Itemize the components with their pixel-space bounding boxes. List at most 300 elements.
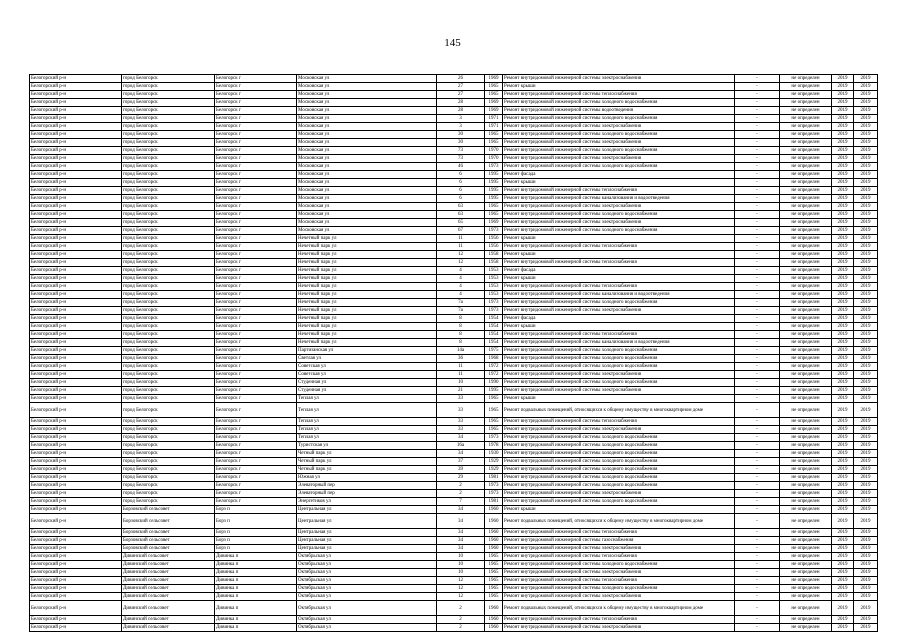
year-built-cell: 1973: [485, 299, 503, 307]
house-number-cell: 14а: [437, 347, 485, 355]
table-row: [30, 219, 878, 227]
house-number-cell: 11: [437, 243, 485, 251]
work-type-cell: Ремонт внутридомовой инженерной системы холодного водоснабжения: [503, 466, 735, 474]
work-type-cell: Ремонт внутридомовой инженерной системы холодного водоснабжения: [503, 363, 735, 371]
locality-cell: Дивинка п: [215, 601, 297, 616]
district-cell: Белогорский р-н: [30, 529, 122, 537]
work-type-cell: Ремонт крыши: [503, 235, 735, 243]
street-cell: Нечетный парк ул: [297, 323, 437, 331]
work-type-cell: Ремонт внутридомовой инженерной системы электроснабжения: [503, 545, 735, 553]
table-row: [30, 91, 878, 99]
status-cell: не определен: [780, 355, 832, 363]
table-row: [30, 211, 878, 219]
table-row: [30, 577, 878, 585]
dash-cell: -: [735, 203, 780, 211]
status-cell: не определен: [780, 529, 832, 537]
district-cell: Белогорский р-н: [30, 187, 122, 195]
year-built-cell: 1965: [485, 139, 503, 147]
district-cell: Белогорский р-н: [30, 315, 122, 323]
period-start-cell: 2019: [832, 514, 854, 529]
dash-cell: -: [735, 147, 780, 155]
period-start-cell: 2019: [832, 355, 854, 363]
period-end-cell: 2019: [854, 474, 878, 482]
district-cell: Белогорский р-н: [30, 83, 122, 91]
table-row: [30, 283, 878, 291]
dash-cell: -: [735, 426, 780, 434]
work-type-cell: Ремонт внутридомовой инженерной системы холодного водоснабжения: [503, 585, 735, 593]
period-start-cell: 2019: [832, 624, 854, 632]
year-built-cell: 1956: [485, 243, 503, 251]
dash-cell: -: [735, 553, 780, 561]
table-row: [30, 235, 878, 243]
dash-cell: -: [735, 171, 780, 179]
dash-cell: -: [735, 529, 780, 537]
period-start-cell: 2019: [832, 315, 854, 323]
status-cell: не определен: [780, 387, 832, 395]
period-end-cell: 2019: [854, 498, 878, 506]
work-type-cell: Ремонт крыши: [503, 506, 735, 514]
period-end-cell: 2019: [854, 291, 878, 299]
street-cell: Центральная ул: [297, 514, 437, 529]
year-built-cell: 1969: [485, 99, 503, 107]
year-built-cell: 1929: [485, 466, 503, 474]
street-cell: Московская ул: [297, 75, 437, 83]
year-built-cell: 1965: [485, 418, 503, 426]
house-number-cell: 33: [437, 395, 485, 403]
street-cell: Теплая ул: [297, 418, 437, 426]
table-row: [30, 395, 878, 403]
status-cell: не определен: [780, 624, 832, 632]
status-cell: не определен: [780, 131, 832, 139]
year-built-cell: 1958: [485, 259, 503, 267]
locality-cell: Дивинка п: [215, 569, 297, 577]
house-number-cell: 34: [437, 450, 485, 458]
street-cell: Партизанская ул: [297, 347, 437, 355]
locality-cell: Белогорск г: [215, 371, 297, 379]
settlement-cell: Борзовский сельсовет: [122, 545, 215, 553]
period-start-cell: 2019: [832, 545, 854, 553]
district-cell: Белогорский р-н: [30, 307, 122, 315]
dash-cell: -: [735, 561, 780, 569]
year-built-cell: 1973: [485, 227, 503, 235]
house-number-cell: 39: [437, 466, 485, 474]
year-built-cell: 1954: [485, 339, 503, 347]
dash-cell: -: [735, 403, 780, 418]
status-cell: не определен: [780, 466, 832, 474]
status-cell: не определен: [780, 251, 832, 259]
status-cell: не определен: [780, 187, 832, 195]
status-cell: не определен: [780, 259, 832, 267]
status-cell: не определен: [780, 434, 832, 442]
settlement-cell: город Белогорск: [122, 315, 215, 323]
street-cell: Туристская ул: [297, 442, 437, 450]
street-cell: Московская ул: [297, 107, 437, 115]
house-number-cell: 16а: [437, 442, 485, 450]
locality-cell: Белогорск г: [215, 395, 297, 403]
period-end-cell: 2019: [854, 624, 878, 632]
dash-cell: -: [735, 537, 780, 545]
status-cell: не определен: [780, 553, 832, 561]
house-number-cell: 8: [437, 339, 485, 347]
street-cell: Нечетный парк ул: [297, 339, 437, 347]
house-number-cell: 73: [437, 147, 485, 155]
settlement-cell: город Белогорск: [122, 442, 215, 450]
district-cell: Белогорский р-н: [30, 545, 122, 553]
period-end-cell: 2019: [854, 418, 878, 426]
street-cell: Московская ул: [297, 99, 437, 107]
district-cell: Белогорский р-н: [30, 624, 122, 632]
status-cell: не определен: [780, 171, 832, 179]
period-start-cell: 2019: [832, 243, 854, 251]
dash-cell: -: [735, 339, 780, 347]
year-built-cell: 1953: [485, 275, 503, 283]
work-type-cell: Ремонт внутридомовой инженерной системы холодного водоснабжения: [503, 211, 735, 219]
district-cell: Белогорский р-н: [30, 115, 122, 123]
table-row: [30, 506, 878, 514]
street-cell: Нечетный парк ул: [297, 299, 437, 307]
street-cell: Московская ул: [297, 179, 437, 187]
street-cell: Южная ул: [297, 474, 437, 482]
period-end-cell: 2019: [854, 482, 878, 490]
work-type-cell: Ремонт внутридомовой инженерной системы холодного водоснабжения: [503, 99, 735, 107]
period-start-cell: 2019: [832, 203, 854, 211]
period-end-cell: 2019: [854, 371, 878, 379]
settlement-cell: город Белогорск: [122, 450, 215, 458]
locality-cell: Белогорск г: [215, 131, 297, 139]
locality-cell: Белогорск г: [215, 75, 297, 83]
status-cell: не определен: [780, 395, 832, 403]
street-cell: Московская ул: [297, 83, 437, 91]
period-end-cell: 2019: [854, 235, 878, 243]
street-cell: Московская ул: [297, 187, 437, 195]
house-number-cell: 10: [437, 561, 485, 569]
work-type-cell: Ремонт внутридомовой инженерной системы холодного водоснабжения: [503, 434, 735, 442]
locality-cell: Белогорск г: [215, 315, 297, 323]
period-end-cell: 2019: [854, 91, 878, 99]
house-number-cell: 21: [437, 387, 485, 395]
period-start-cell: 2019: [832, 107, 854, 115]
district-cell: Белогорский р-н: [30, 403, 122, 418]
period-end-cell: 2019: [854, 211, 878, 219]
table-row: [30, 387, 878, 395]
dash-cell: -: [735, 577, 780, 585]
locality-cell: Дивинка п: [215, 577, 297, 585]
settlement-cell: город Белогорск: [122, 458, 215, 466]
settlement-cell: Борзовский сельсовет: [122, 529, 215, 537]
locality-cell: Белогорск г: [215, 347, 297, 355]
period-start-cell: 2019: [832, 123, 854, 131]
district-cell: Белогорский р-н: [30, 75, 122, 83]
capital-repair-table: [29, 74, 878, 632]
year-built-cell: 1954: [485, 323, 503, 331]
status-cell: не определен: [780, 155, 832, 163]
table-row: [30, 593, 878, 601]
year-built-cell: 1971: [485, 115, 503, 123]
dash-cell: -: [735, 283, 780, 291]
dash-cell: -: [735, 315, 780, 323]
dash-cell: -: [735, 115, 780, 123]
locality-cell: Белогорск г: [215, 275, 297, 283]
period-end-cell: 2019: [854, 514, 878, 529]
work-type-cell: Ремонт крыши: [503, 251, 735, 259]
street-cell: Нечетный парк ул: [297, 291, 437, 299]
district-cell: Белогорский р-н: [30, 227, 122, 235]
locality-cell: Белогорск г: [215, 291, 297, 299]
settlement-cell: город Белогорск: [122, 482, 215, 490]
street-cell: Энергетиков ул: [297, 498, 437, 506]
table-row: [30, 139, 878, 147]
year-built-cell: 1973: [485, 163, 503, 171]
work-type-cell: Ремонт внутридомовой инженерной системы электроснабжения: [503, 219, 735, 227]
status-cell: не определен: [780, 299, 832, 307]
house-number-cell: 73: [437, 155, 485, 163]
year-built-cell: 1956: [485, 235, 503, 243]
district-cell: Белогорский р-н: [30, 267, 122, 275]
table-row: [30, 307, 878, 315]
street-cell: Московская ул: [297, 219, 437, 227]
street-cell: Нечетный парк ул: [297, 251, 437, 259]
locality-cell: Белогорск г: [215, 331, 297, 339]
street-cell: Теплая ул: [297, 395, 437, 403]
settlement-cell: город Белогорск: [122, 371, 215, 379]
table-row: [30, 371, 878, 379]
house-number-cell: 34: [437, 514, 485, 529]
settlement-cell: Дивинский сельсовет: [122, 577, 215, 585]
year-built-cell: 1970: [485, 155, 503, 163]
year-built-cell: 1995: [485, 171, 503, 179]
status-cell: не определен: [780, 315, 832, 323]
period-start-cell: 2019: [832, 474, 854, 482]
house-number-cell: 34: [437, 434, 485, 442]
period-start-cell: 2019: [832, 466, 854, 474]
dash-cell: -: [735, 219, 780, 227]
house-number-cell: 34: [437, 537, 485, 545]
period-start-cell: 2019: [832, 529, 854, 537]
period-start-cell: 2019: [832, 339, 854, 347]
period-start-cell: 2019: [832, 434, 854, 442]
year-built-cell: 1960: [485, 624, 503, 632]
locality-cell: Белогорск г: [215, 458, 297, 466]
work-type-cell: Ремонт внутридомовой инженерной системы холодного водоснабжения: [503, 442, 735, 450]
dash-cell: -: [735, 259, 780, 267]
street-cell: Центральная ул: [297, 545, 437, 553]
year-built-cell: 1965: [485, 403, 503, 418]
period-end-cell: 2019: [854, 466, 878, 474]
table-row: [30, 434, 878, 442]
year-built-cell: 1973: [485, 434, 503, 442]
settlement-cell: Дивинский сельсовет: [122, 553, 215, 561]
settlement-cell: город Белогорск: [122, 203, 215, 211]
period-end-cell: 2019: [854, 315, 878, 323]
period-start-cell: 2019: [832, 115, 854, 123]
period-end-cell: 2019: [854, 545, 878, 553]
settlement-cell: город Белогорск: [122, 251, 215, 259]
dash-cell: -: [735, 593, 780, 601]
street-cell: Нечетный парк ул: [297, 267, 437, 275]
period-end-cell: 2019: [854, 529, 878, 537]
settlement-cell: город Белогорск: [122, 299, 215, 307]
house-number-cell: 63: [437, 203, 485, 211]
period-start-cell: 2019: [832, 593, 854, 601]
dash-cell: -: [735, 163, 780, 171]
dash-cell: -: [735, 347, 780, 355]
status-cell: не определен: [780, 577, 832, 585]
table-row: [30, 466, 878, 474]
table-row: [30, 529, 878, 537]
table-row: [30, 187, 878, 195]
work-type-cell: Ремонт внутридомовой инженерной системы теплоснабжения: [503, 616, 735, 624]
street-cell: Октябрьская ул: [297, 593, 437, 601]
district-cell: Белогорский р-н: [30, 179, 122, 187]
period-start-cell: 2019: [832, 395, 854, 403]
district-cell: Белогорский р-н: [30, 347, 122, 355]
year-built-cell: 1960: [485, 601, 503, 616]
period-start-cell: 2019: [832, 299, 854, 307]
locality-cell: Белогорск г: [215, 434, 297, 442]
period-start-cell: 2019: [832, 561, 854, 569]
dash-cell: -: [735, 585, 780, 593]
street-cell: Нечетный парк ул: [297, 275, 437, 283]
period-start-cell: 2019: [832, 323, 854, 331]
district-cell: Белогорский р-н: [30, 139, 122, 147]
period-start-cell: 2019: [832, 195, 854, 203]
dash-cell: -: [735, 434, 780, 442]
settlement-cell: город Белогорск: [122, 211, 215, 219]
settlement-cell: город Белогорск: [122, 107, 215, 115]
house-number-cell: 12: [437, 585, 485, 593]
work-type-cell: Ремонт внутридомовой инженерной системы теплоснабжения: [503, 91, 735, 99]
status-cell: не определен: [780, 474, 832, 482]
status-cell: не определен: [780, 91, 832, 99]
district-cell: Белогорский р-н: [30, 131, 122, 139]
period-start-cell: 2019: [832, 506, 854, 514]
district-cell: Белогорский р-н: [30, 195, 122, 203]
work-type-cell: Ремонт внутридомовой инженерной системы теплоснабжения: [503, 243, 735, 251]
work-type-cell: Ремонт внутридомовой инженерной системы теплоснабжения: [503, 283, 735, 291]
street-cell: Советская ул: [297, 363, 437, 371]
period-end-cell: 2019: [854, 601, 878, 616]
period-start-cell: 2019: [832, 601, 854, 616]
status-cell: не определен: [780, 601, 832, 616]
district-cell: Белогорский р-н: [30, 155, 122, 163]
period-start-cell: 2019: [832, 403, 854, 418]
table-row: [30, 155, 878, 163]
work-type-cell: Ремонт внутридомовой инженерной системы холодного водоснабжения: [503, 498, 735, 506]
year-built-cell: 1995: [485, 179, 503, 187]
house-number-cell: 34: [437, 506, 485, 514]
locality-cell: Белогорск г: [215, 219, 297, 227]
settlement-cell: город Белогорск: [122, 339, 215, 347]
period-start-cell: 2019: [832, 442, 854, 450]
dash-cell: -: [735, 569, 780, 577]
work-type-cell: Ремонт фасада: [503, 315, 735, 323]
work-type-cell: Ремонт внутридомовой инженерной системы газоснабжения: [503, 537, 735, 545]
status-cell: не определен: [780, 490, 832, 498]
street-cell: Московская ул: [297, 115, 437, 123]
period-end-cell: 2019: [854, 339, 878, 347]
locality-cell: Белогорск г: [215, 339, 297, 347]
district-cell: Белогорский р-н: [30, 395, 122, 403]
work-type-cell: Ремонт внутридомовой инженерной системы водоотведения: [503, 107, 735, 115]
work-type-cell: Ремонт внутридомовой инженерной системы холодного водоснабжения: [503, 227, 735, 235]
work-type-cell: Ремонт внутридомовой инженерной системы канализования и водоотведения: [503, 291, 735, 299]
district-cell: Белогорский р-н: [30, 323, 122, 331]
dash-cell: -: [735, 395, 780, 403]
period-end-cell: 2019: [854, 203, 878, 211]
street-cell: Московская ул: [297, 211, 437, 219]
dash-cell: -: [735, 91, 780, 99]
dash-cell: -: [735, 83, 780, 91]
period-start-cell: 2019: [832, 426, 854, 434]
house-number-cell: 3: [437, 123, 485, 131]
house-number-cell: 12: [437, 259, 485, 267]
district-cell: Белогорский р-н: [30, 99, 122, 107]
period-start-cell: 2019: [832, 75, 854, 83]
settlement-cell: город Белогорск: [122, 418, 215, 426]
table-row: [30, 179, 878, 187]
period-end-cell: 2019: [854, 395, 878, 403]
dash-cell: -: [735, 624, 780, 632]
year-built-cell: 1969: [485, 107, 503, 115]
period-start-cell: 2019: [832, 537, 854, 545]
work-type-cell: Ремонт внутридомовой инженерной системы электроснабжения: [503, 569, 735, 577]
house-number-cell: 27: [437, 83, 485, 91]
house-number-cell: 10: [437, 569, 485, 577]
locality-cell: Борз п: [215, 529, 297, 537]
status-cell: не определен: [780, 115, 832, 123]
house-number-cell: 34: [437, 529, 485, 537]
locality-cell: Белогорск г: [215, 91, 297, 99]
status-cell: не определен: [780, 291, 832, 299]
house-number-cell: 6: [437, 195, 485, 203]
house-number-cell: 29: [437, 474, 485, 482]
locality-cell: Белогорск г: [215, 482, 297, 490]
status-cell: не определен: [780, 379, 832, 387]
dash-cell: -: [735, 450, 780, 458]
settlement-cell: город Белогорск: [122, 179, 215, 187]
work-type-cell: Ремонт внутридомовой инженерной системы теплоснабжения: [503, 187, 735, 195]
house-number-cell: 33: [437, 426, 485, 434]
street-cell: Нечетный парк ул: [297, 307, 437, 315]
period-end-cell: 2019: [854, 299, 878, 307]
district-cell: Белогорский р-н: [30, 537, 122, 545]
status-cell: не определен: [780, 307, 832, 315]
period-end-cell: 2019: [854, 179, 878, 187]
house-number-cell: 7: [437, 498, 485, 506]
period-end-cell: 2019: [854, 163, 878, 171]
year-built-cell: 1965: [485, 553, 503, 561]
house-number-cell: 11: [437, 371, 485, 379]
year-built-cell: 1965: [485, 211, 503, 219]
year-built-cell: 1969: [485, 219, 503, 227]
district-cell: Белогорский р-н: [30, 569, 122, 577]
house-number-cell: 2: [437, 482, 485, 490]
dash-cell: -: [735, 323, 780, 331]
year-built-cell: 1965: [485, 569, 503, 577]
table-row: [30, 107, 878, 115]
work-type-cell: Ремонт внутридомовой инженерной системы холодного водоснабжения: [503, 450, 735, 458]
dash-cell: -: [735, 99, 780, 107]
period-start-cell: 2019: [832, 450, 854, 458]
status-cell: не определен: [780, 339, 832, 347]
work-type-cell: Ремонт крыши: [503, 323, 735, 331]
settlement-cell: город Белогорск: [122, 434, 215, 442]
table-row: [30, 418, 878, 426]
settlement-cell: город Белогорск: [122, 347, 215, 355]
house-number-cell: 4: [437, 283, 485, 291]
period-start-cell: 2019: [832, 418, 854, 426]
settlement-cell: город Белогорск: [122, 147, 215, 155]
